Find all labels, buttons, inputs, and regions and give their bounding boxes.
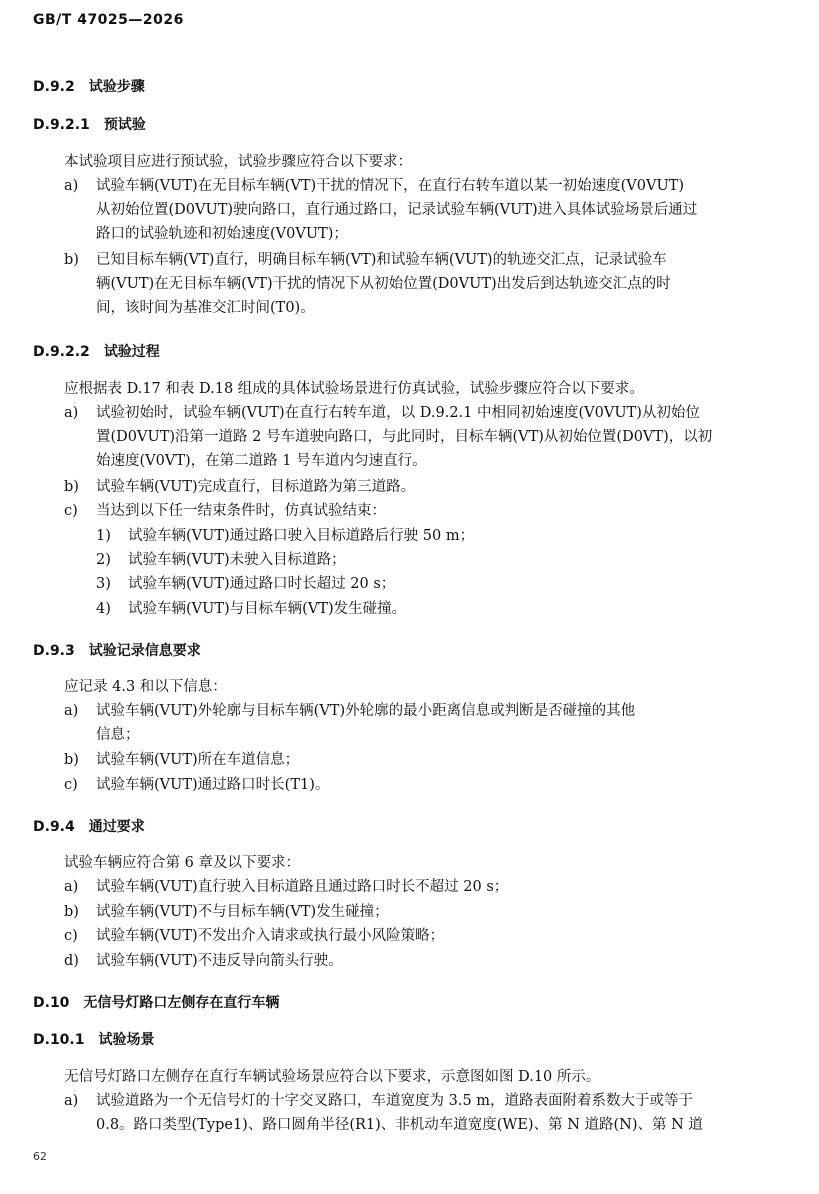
section-heading-d10: D.10 无信号灯路口左侧存在直行车辆	[33, 995, 280, 1011]
list-item: b) 试验车辆(VUT)完成直行，目标道路为第三道路。	[64, 479, 416, 495]
sub-list-item: 1) 试验车辆(VUT)通过路口驶入目标道路后行驶 50 m；	[96, 528, 475, 544]
paragraph: 应根据表 D.17 和表 D.18 组成的具体试验场景进行仿真试验，试验步骤应符合以下要求。	[64, 381, 644, 397]
section-heading-d101: D.10.1 试验场景	[33, 1032, 155, 1048]
list-item: a) 试验车辆(VUT)在无目标车辆(VT)干扰的情况下，在直行右转车道以某一初始速度(V0VUT) 从初始位置(D0VUT)驶向路口，直行通过路口，记录试验车辆(VUT)进入具体试验场景后通过 路口的试验轨迹和初始速度(V0VUT)；	[64, 178, 698, 242]
sub-list-item: 4) 试验车辆(VUT)与目标车辆(VT)发生碰撞。	[96, 601, 407, 617]
section-heading-d92: D.9.2 试验步骤	[33, 79, 145, 95]
page-number: 62	[33, 1150, 47, 1163]
document-header: GB/T 47025—2026	[33, 12, 184, 28]
list-item: c) 试验车辆(VUT)通过路口时长(T1)。	[64, 777, 330, 793]
list-item: b) 试验车辆(VUT)所在车道信息；	[64, 752, 300, 768]
section-heading-d93: D.9.3 试验记录信息要求	[33, 643, 201, 659]
list-item: a) 试验车辆(VUT)直行驶入目标道路且通过路口时长不超过 20 s；	[64, 879, 509, 895]
list-item: b) 已知目标车辆(VT)直行，明确目标车辆(VT)和试验车辆(VUT)的轨迹交汇点，记录试验车 辆(VUT)在无目标车辆(VT)干扰的情况下从初始位置(D0VUT)出发后到达轨迹交汇点的时 间，该时间为基准交汇时间(T0)。	[64, 252, 671, 316]
list-item: a) 试验车辆(VUT)外轮廓与目标车辆(VT)外轮廓的最小距离信息或判断是否碰撞的其他 信息；	[64, 703, 636, 743]
list-item: b) 试验车辆(VUT)不与目标车辆(VT)发生碰撞；	[64, 904, 389, 920]
section-heading-d922: D.9.2.2 试验过程	[33, 344, 160, 360]
paragraph: 应记录 4.3 和以下信息：	[64, 679, 227, 695]
section-heading-d94: D.9.4 通过要求	[33, 819, 145, 835]
list-item: a) 试验道路为一个无信号灯的十字交叉路口，车道宽度为 3.5 m，道路表面附着系数大于或等于 0.8。路口类型(Type1)、路口圆角半径(R1)、非机动车道宽度(WE)、第 N 道路(N)、第 N 道	[64, 1093, 703, 1133]
paragraph: 本试验项目应进行预试验，试验步骤应符合以下要求：	[64, 154, 412, 170]
paragraph: 试验车辆应符合第 6 章及以下要求：	[64, 855, 300, 871]
sub-list-item: 2) 试验车辆(VUT)未驶入目标道路；	[96, 552, 346, 568]
paragraph: 无信号灯路口左侧存在直行车辆试验场景应符合以下要求，示意图如图 D.10 所示。	[64, 1069, 601, 1085]
sub-list-item: 3) 试验车辆(VUT)通过路口时长超过 20 s；	[96, 576, 396, 592]
section-heading-d921: D.9.2.1 预试验	[33, 117, 146, 133]
list-item: c) 试验车辆(VUT)不发出介入请求或执行最小风险策略；	[64, 928, 445, 944]
list-item: a) 试验初始时，试验车辆(VUT)在直行右转车道，以 D.9.2.1 中相同初始速度(V0VUT)从初始位 置(D0VUT)沿第一道路 2 号车道驶向路口，与此同时，目标车辆(VT)从初始位置(D0VT)，以初 始速度(V0VT)，在第二道路 1 号车道内匀速直行。	[64, 405, 713, 469]
list-item: c) 当达到以下任一结束条件时，仿真试验结束：	[64, 503, 386, 519]
list-item: d) 试验车辆(VUT)不违反导向箭头行驶。	[64, 953, 343, 969]
